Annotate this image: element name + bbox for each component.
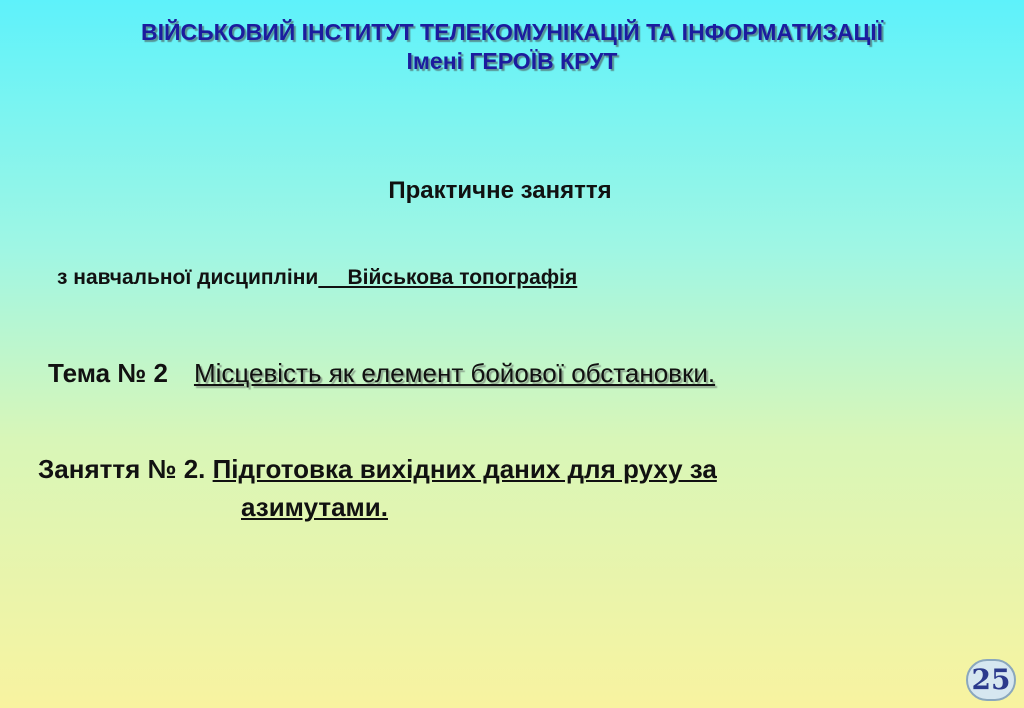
discipline-prefix: з навчальної дисципліни — [57, 266, 319, 289]
institute-header — [0, 18, 1024, 76]
topic-title: Місцевість як елемент бойової обстановки. — [193, 358, 716, 388]
header-line-2: Імені ГЕРОЇВ КРУТ — [406, 48, 618, 74]
slide-subtitle: Практичне заняття — [388, 177, 612, 204]
topic-line — [48, 358, 715, 389]
discipline-name: Військова топографія — [318, 266, 578, 289]
header-line-1: ВІЙСЬКОВИЙ ІНСТИТУТ ТЕЛЕКОМУНІКАЦІЙ ТА ІНФОРМАТИЗАЦІЇ — [140, 19, 884, 45]
topic-label: Тема № 2 — [48, 358, 168, 388]
lesson-title-line-2: азимутами. — [241, 492, 388, 522]
lesson-title-line-1: Підготовка вихідних даних для руху за — [212, 454, 717, 484]
page-number-badge: 25 — [966, 659, 1016, 701]
lesson-label: Заняття № 2. — [38, 454, 206, 484]
discipline-line — [57, 266, 577, 290]
lesson-line — [38, 450, 717, 526]
